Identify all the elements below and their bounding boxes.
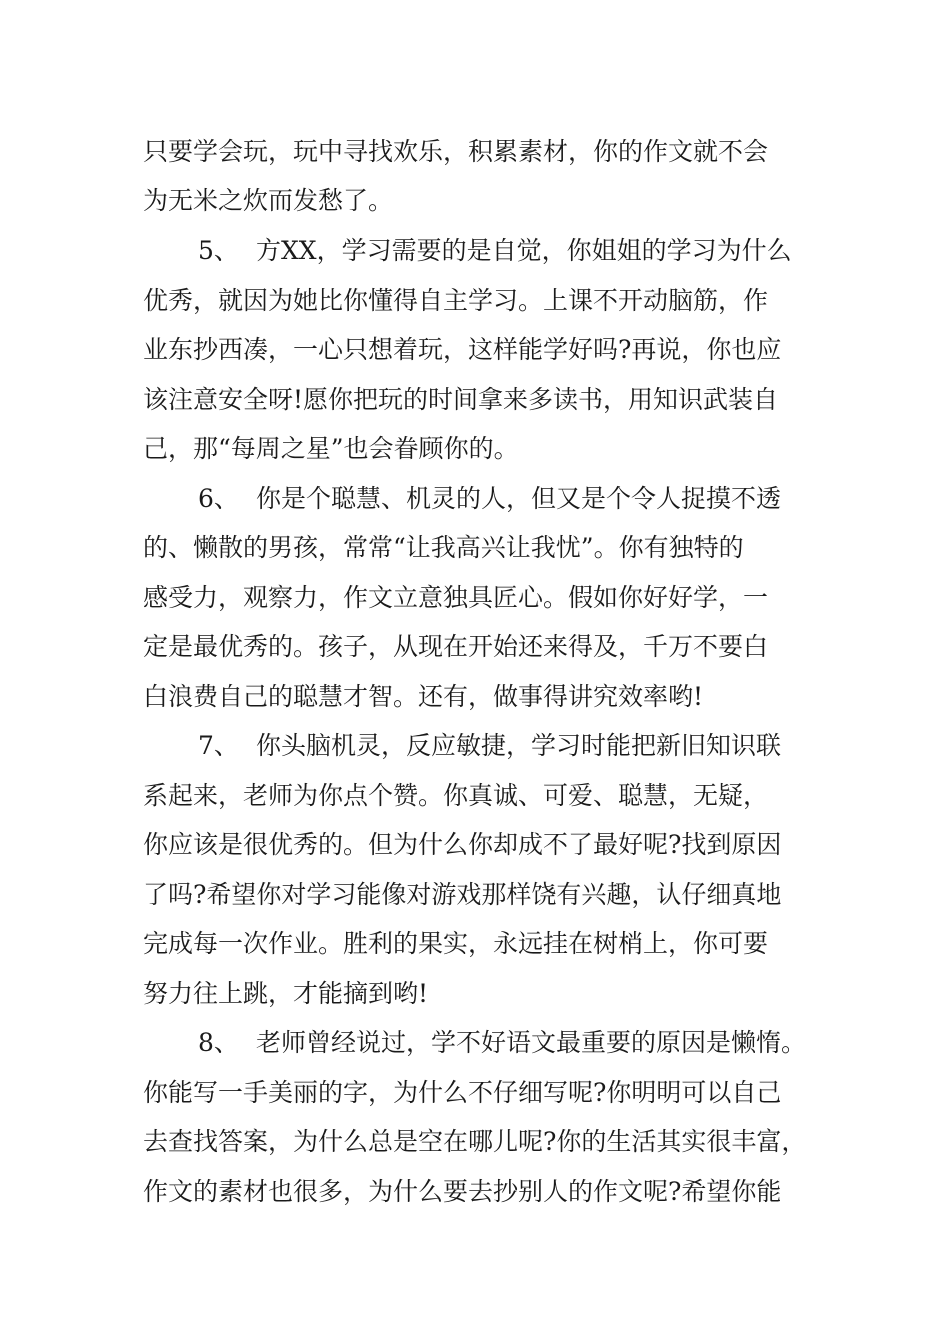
text-line: 你应该是很优秀的。但为什么你却成不了最好呢?找到原因 — [143, 830, 782, 859]
text-line: 优秀，就因为她比你懂得自主学习。上课不开动脑筋，作 — [143, 286, 769, 315]
text-line: 了吗?希望你对学习能像对游戏那样饶有兴趣，认仔细真地 — [143, 880, 782, 909]
paragraph-first-line — [198, 730, 781, 762]
item-number: 6、 — [198, 484, 239, 513]
text-line: 老师曾经说过，学不好语文最重要的原因是懒惰。 — [256, 1028, 807, 1057]
text-line: 完成每一次作业。胜利的果实，永远挂在树梢上，你可要 — [143, 929, 769, 958]
item-number: 7、 — [198, 731, 239, 760]
item-number: 5、 — [198, 236, 239, 265]
text-line: 你是个聪慧、机灵的人，但又是个令人捉摸不透 — [256, 484, 782, 513]
text-line: 方XX，学习需要的是自觉，你姐姐的学习为什么 — [256, 236, 792, 265]
text-line: 的、懒散的男孩，常常“让我高兴让我忧”。你有独特的 — [143, 533, 744, 562]
paragraph-first-line — [198, 1027, 806, 1059]
text-line: 你能写一手美丽的字，为什么不仔细写呢?你明明可以自己 — [143, 1078, 782, 1107]
text-line: 努力往上跳，才能摘到哟! — [143, 979, 429, 1008]
text-line: 白浪费自己的聪慧才智。还有，做事得讲究效率哟! — [143, 682, 704, 711]
text-line: 只要学会玩，玩中寻找欢乐，积累素材，你的作文就不会 — [143, 137, 769, 166]
text-line: 为无米之炊而发愁了。 — [143, 186, 394, 215]
text-line: 去查找答案，为什么总是空在哪儿呢?你的生活其实很丰富， — [143, 1127, 807, 1156]
paragraph-first-line — [198, 235, 792, 267]
text-line: 业东抄西凑，一心只想着玩，这样能学好吗?再说，你也应 — [143, 335, 782, 364]
text-line: 你头脑机灵，反应敏捷，学习时能把新旧知识联 — [256, 731, 782, 760]
text-line: 感受力，观察力，作文立意独具匠心。假如你好好学，一 — [143, 583, 769, 612]
text-line: 己，那“每周之星”也会眷顾你的。 — [143, 434, 519, 463]
item-number: 8、 — [198, 1028, 239, 1057]
text-line: 系起来，老师为你点个赞。你真诚、可爱、聪慧，无疑， — [143, 781, 769, 810]
text-line: 定是最优秀的。孩子，从现在开始还来得及，千万不要白 — [143, 632, 769, 661]
text-line: 作文的素材也很多，为什么要去抄别人的作文呢?希望你能 — [143, 1177, 782, 1206]
text-line: 该注意安全呀!愿你把玩的时间拿来多读书，用知识武装自 — [143, 385, 779, 414]
paragraph-first-line — [198, 483, 781, 515]
